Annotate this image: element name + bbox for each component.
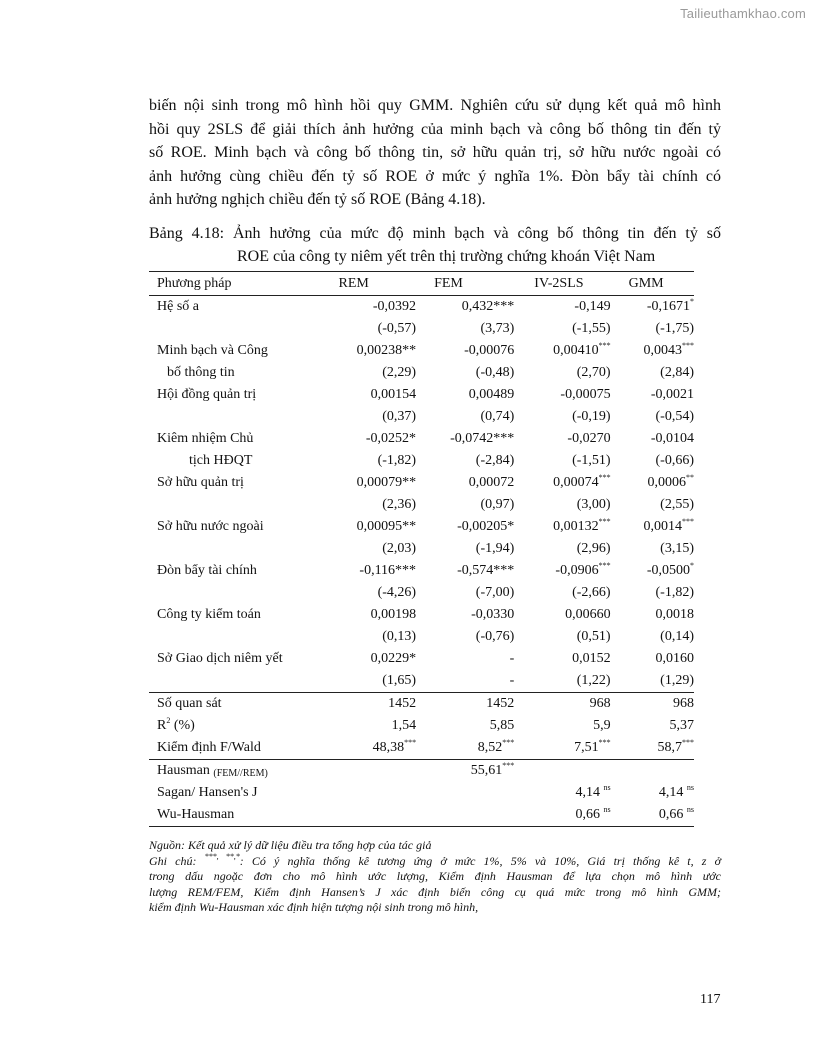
value-cell: 5,37 bbox=[669, 718, 694, 733]
value-cell bbox=[416, 804, 514, 827]
value-cell: (0,14) bbox=[660, 629, 694, 644]
row-label bbox=[149, 582, 339, 604]
value-cell: (-7,00) bbox=[475, 585, 515, 600]
row-label bbox=[149, 538, 339, 560]
table-notes bbox=[149, 838, 721, 916]
value-cell: (-0,19) bbox=[572, 409, 611, 424]
value-cell: 0,00074*** bbox=[553, 473, 611, 490]
value-cell: (-0,66) bbox=[655, 453, 694, 468]
value-cell: (2,84) bbox=[660, 365, 694, 380]
row-label: Hệ số a bbox=[157, 299, 199, 314]
value-cell: 0,00132*** bbox=[553, 517, 611, 534]
page-number: 117 bbox=[700, 992, 721, 1007]
row-label bbox=[149, 670, 339, 693]
value-cell: 0,0043*** bbox=[643, 341, 694, 358]
value-cell: 0,00072 bbox=[468, 475, 515, 490]
table-row bbox=[149, 516, 694, 538]
table-row bbox=[149, 318, 694, 340]
paragraph-line: biến nội sinh trong mô hình hồi quy GMM. Nghiên cứu sử dụng kết quả mô hình bbox=[149, 97, 721, 114]
table-header-row bbox=[149, 272, 694, 296]
value-cell: 55,61*** bbox=[416, 760, 514, 783]
table-row bbox=[149, 538, 694, 560]
value-cell: (2,36) bbox=[382, 497, 417, 512]
value-cell: (-4,26) bbox=[377, 585, 417, 600]
value-cell: 0,00154 bbox=[370, 387, 417, 402]
row-label bbox=[149, 626, 339, 648]
value-cell: -0,0906*** bbox=[555, 561, 611, 578]
value-cell: (-1,94) bbox=[475, 541, 515, 556]
significance-note: Ghi chú: ***, **,*: Có ý nghĩa thống kê tương ứng ở mức 1%, 5% và 10%, Giá trị thống kê t, z ở bbox=[149, 851, 721, 868]
table-row bbox=[149, 560, 694, 582]
row-label: Công ty kiểm toán bbox=[157, 607, 261, 622]
value-cell: 0,66 $^{ns}$ bbox=[514, 804, 610, 827]
value-cell: -0,00076 bbox=[464, 343, 515, 358]
value-cell: (-0,57) bbox=[377, 321, 417, 336]
value-cell: 1452 bbox=[416, 693, 514, 716]
table-row bbox=[149, 428, 694, 450]
table-row bbox=[149, 406, 694, 428]
value-cell: 0,00238** bbox=[356, 343, 417, 358]
header-cell: IV-2SLS bbox=[514, 272, 610, 296]
value-cell: 8,52*** bbox=[477, 738, 515, 755]
paragraph-line: ảnh hưởng cùng chiều đến tỷ số ROE ở mức ý nghĩa 1%. Đòn bẩy tài chính có bbox=[149, 167, 721, 185]
value-cell: 4,14 $^{ns}$ bbox=[658, 783, 694, 800]
table-row bbox=[149, 450, 694, 472]
value-cell: -0,0021 bbox=[650, 387, 694, 402]
value-cell bbox=[339, 760, 417, 783]
value-cell bbox=[514, 760, 610, 783]
row-label: Minh bạch và Công bbox=[157, 343, 268, 358]
value-cell: 968 bbox=[514, 693, 610, 716]
value-cell: (3,73) bbox=[480, 321, 515, 336]
value-cell: (-1,82) bbox=[655, 585, 694, 600]
value-cell: 4,14 $^{ns}$ bbox=[575, 783, 611, 800]
header-cell: FEM bbox=[416, 272, 514, 296]
body-paragraph bbox=[149, 94, 721, 212]
table-row bbox=[149, 296, 694, 319]
table-row bbox=[149, 693, 694, 716]
row-label: Sở hữu nước ngoài bbox=[157, 519, 264, 534]
table-caption bbox=[149, 222, 721, 268]
header-cell: Phương pháp bbox=[149, 272, 339, 296]
value-cell: (3,00) bbox=[576, 497, 611, 512]
value-cell: 0,00660 bbox=[565, 607, 611, 622]
watermark: Tailieuthamkhao.com bbox=[680, 6, 806, 21]
value-cell: -0,0104 bbox=[650, 431, 694, 446]
value-cell: (-1,82) bbox=[377, 453, 417, 468]
value-cell: 0,66 $^{ns}$ bbox=[611, 804, 694, 827]
value-cell: 5,9 bbox=[593, 718, 611, 733]
results-table bbox=[149, 271, 694, 827]
value-cell: -0,0500* bbox=[646, 561, 694, 578]
row-label: Sở hữu quản trị bbox=[157, 475, 244, 490]
value-cell: 0,00198 bbox=[370, 607, 417, 622]
value-cell: (2,29) bbox=[382, 365, 417, 380]
value-cell: 0,0006** bbox=[647, 473, 694, 490]
value-cell: (0,37) bbox=[382, 409, 417, 424]
value-cell: (0,97) bbox=[480, 497, 515, 512]
table-row bbox=[149, 648, 694, 670]
header-cell: GMM bbox=[611, 272, 694, 296]
header-cell: REM bbox=[339, 272, 417, 296]
table-row bbox=[149, 384, 694, 406]
value-cell bbox=[611, 760, 694, 783]
value-cell: -0,0742*** bbox=[450, 431, 515, 446]
value-cell: 0,00410*** bbox=[553, 341, 611, 358]
value-cell: (0,51) bbox=[576, 629, 611, 644]
value-cell bbox=[339, 804, 417, 827]
value-cell: (-2,66) bbox=[572, 585, 611, 600]
value-cell: (1,29) bbox=[660, 673, 694, 688]
value-cell: (-0,48) bbox=[475, 365, 515, 380]
paragraph-line: số ROE. Minh bạch và công bố thông tin, sở hữu quản trị, sở hữu nước ngoài có bbox=[149, 144, 721, 161]
table-row bbox=[149, 670, 694, 693]
table-row bbox=[149, 804, 694, 827]
value-cell: 0,0229* bbox=[370, 651, 417, 666]
value-cell: 0,00095** bbox=[356, 519, 417, 534]
row-label: Hội đồng quản trị bbox=[157, 387, 257, 402]
value-cell: 0,00079** bbox=[356, 475, 417, 490]
value-cell bbox=[339, 782, 417, 804]
value-cell bbox=[416, 782, 514, 804]
table-row bbox=[149, 782, 694, 804]
value-cell: (2,03) bbox=[382, 541, 417, 556]
paragraph-line: hồi quy 2SLS để giải thích ảnh hưởng của minh bạch và công bố thông tin đến tỷ bbox=[149, 120, 721, 138]
row-label: Số quan sát bbox=[149, 693, 339, 716]
value-cell: 0,0018 bbox=[655, 607, 694, 622]
value-cell: -0,0392 bbox=[372, 299, 417, 314]
value-cell: 0,00489 bbox=[468, 387, 515, 402]
row-label: Kiêm nhiệm Chủ bbox=[157, 431, 254, 446]
value-cell: (0,74) bbox=[480, 409, 515, 424]
value-cell: (3,15) bbox=[660, 541, 694, 556]
value-cell: 0,0152 bbox=[572, 651, 611, 666]
note-line: kiểm định Wu-Hausman xác định hiện tượng nội sinh trong mô hình, bbox=[149, 900, 479, 914]
value-cell: (2,70) bbox=[576, 365, 611, 380]
table-row bbox=[149, 494, 694, 516]
value-cell: 968 bbox=[611, 693, 694, 716]
row-label bbox=[149, 494, 339, 516]
value-cell: (0,13) bbox=[382, 629, 417, 644]
value-cell: -0,00075 bbox=[560, 387, 611, 402]
value-cell: -0,1671* bbox=[646, 297, 694, 314]
value-cell: -0,149 bbox=[574, 299, 611, 314]
caption-line-1: Bảng 4.18: Ảnh hưởng của mức độ minh bạch và công bố thông tin đến tỷ số bbox=[149, 225, 721, 242]
caption-line-2: ROE của công ty niêm yết trên thị trường chứng khoán Việt Nam bbox=[237, 248, 656, 265]
table-row bbox=[149, 737, 694, 760]
value-cell: (2,96) bbox=[576, 541, 611, 556]
row-label: Kiểm định F/Wald bbox=[157, 740, 261, 755]
row-label: Wu-Hausman bbox=[149, 804, 339, 827]
table-row bbox=[149, 472, 694, 494]
value-cell: -0,00205* bbox=[457, 519, 515, 534]
value-cell: (-0,76) bbox=[475, 629, 515, 644]
table-row bbox=[149, 340, 694, 362]
value-cell: -0,116*** bbox=[359, 563, 417, 578]
value-cell: (-1,75) bbox=[655, 321, 694, 336]
table-row bbox=[149, 715, 694, 737]
row-label: tịch HĐQT bbox=[189, 453, 253, 468]
value-cell: -0,0330 bbox=[471, 607, 515, 622]
value-cell: 0,0160 bbox=[655, 651, 694, 666]
value-cell: (2,55) bbox=[660, 497, 694, 512]
value-cell: -0,0252* bbox=[365, 431, 417, 446]
note-line: trong dấu ngoặc đơn cho mô hình ước lượng, Kiểm định Hausman để lựa chọn mô hình ước bbox=[149, 869, 721, 883]
value-cell: (-2,84) bbox=[475, 453, 515, 468]
value-cell: -0,574*** bbox=[457, 563, 515, 578]
note-line: lượng REM/FEM, Kiểm định Hansen’s J xác định biến công cụ quá mức trong mô hình GMM; bbox=[149, 884, 721, 899]
value-cell: (-0,54) bbox=[655, 409, 694, 424]
value-cell: 0,432*** bbox=[461, 299, 515, 314]
value-cell: (-1,55) bbox=[572, 321, 611, 336]
table-row bbox=[149, 760, 694, 783]
value-cell: - bbox=[509, 673, 515, 688]
value-cell: 0,0014*** bbox=[643, 517, 694, 534]
source-note: Nguồn: Kết quả xử lý dữ liệu điều tra tổng hợp của tác giả bbox=[149, 838, 432, 852]
table-row bbox=[149, 604, 694, 626]
row-label: Đòn bẩy tài chính bbox=[157, 563, 257, 578]
value-cell: 1,54 bbox=[391, 718, 417, 733]
value-cell: 5,85 bbox=[489, 718, 515, 733]
row-label: Sở Giao dịch niêm yết bbox=[157, 651, 283, 666]
value-cell: (1,65) bbox=[382, 673, 417, 688]
table-row bbox=[149, 362, 694, 384]
row-label: Hausman $_{(FEM//REM)}$ bbox=[149, 760, 339, 783]
table-row bbox=[149, 582, 694, 604]
value-cell: (-1,51) bbox=[572, 453, 611, 468]
value-cell: 1452 bbox=[339, 693, 417, 716]
row-label: $R^2$ (%) bbox=[157, 716, 195, 733]
value-cell: (1,22) bbox=[576, 673, 611, 688]
value-cell: 58,7*** bbox=[657, 738, 694, 755]
row-label bbox=[149, 318, 339, 340]
row-label bbox=[149, 406, 339, 428]
table-row bbox=[149, 626, 694, 648]
value-cell: 48,38*** bbox=[372, 738, 417, 755]
value-cell: 7,51*** bbox=[574, 738, 611, 755]
value-cell: -0,0270 bbox=[567, 431, 611, 446]
row-label: Sagan/ Hansen's J bbox=[157, 785, 258, 800]
value-cell: - bbox=[509, 651, 515, 666]
paragraph-line: ảnh hưởng nghịch chiều đến tỷ số ROE (Bảng 4.18). bbox=[149, 191, 486, 208]
row-label: bố thông tin bbox=[167, 365, 235, 380]
